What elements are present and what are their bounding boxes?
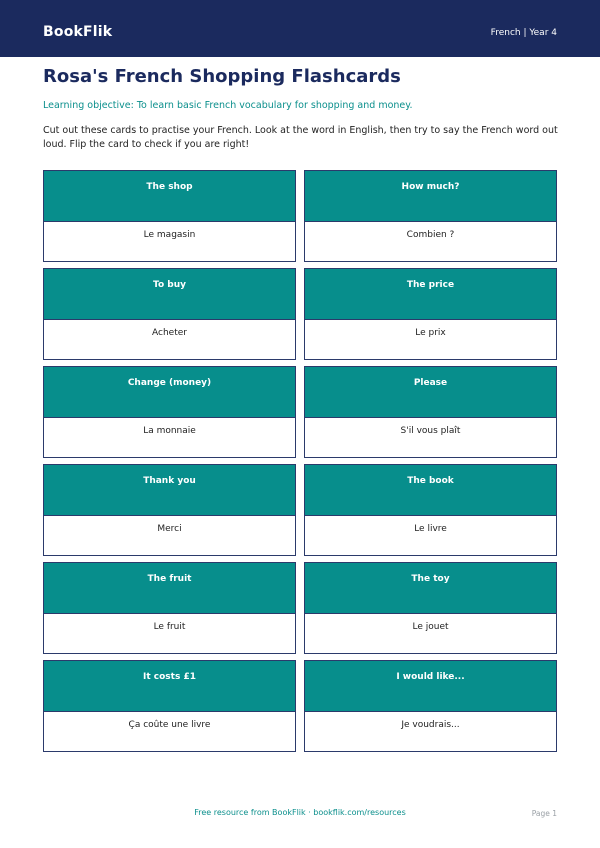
- flashcard-english: The book: [305, 465, 556, 515]
- flashcard-french: S'il vous plaît: [305, 417, 556, 457]
- learning-objective: Learning objective: To learn basic French vocabulary for shopping and money.: [43, 100, 413, 111]
- flashcard-english: The shop: [44, 171, 295, 221]
- flashcard: [304, 170, 557, 262]
- flashcard-french: Le prix: [305, 319, 556, 359]
- flashcard: [304, 562, 557, 654]
- subject-year-label: French | Year 4: [490, 28, 557, 38]
- flashcard: [304, 366, 557, 458]
- flashcard: [304, 660, 557, 752]
- page-number: Page 1: [531, 809, 557, 818]
- flashcard: [43, 660, 296, 752]
- footer-link[interactable]: Free resource from BookFlik · bookflik.com/resources: [194, 808, 406, 817]
- flashcard-french: Le jouet: [305, 613, 556, 653]
- flashcard-french: Combien ?: [305, 221, 556, 261]
- flashcard-french: Le magasin: [44, 221, 295, 261]
- flashcard: [304, 268, 557, 360]
- flashcard: [43, 366, 296, 458]
- flashcard: [43, 562, 296, 654]
- flashcard: [43, 268, 296, 360]
- flashcard-english: I would like...: [305, 661, 556, 711]
- brand-logo[interactable]: BookFlik: [43, 24, 113, 40]
- flashcard-french: Merci: [44, 515, 295, 555]
- flashcard-french: La monnaie: [44, 417, 295, 457]
- instructions-text: Cut out these cards to practise your French. Look at the word in English, then try to say the French word out loud. Flip the card to check if you are right!: [43, 125, 558, 150]
- flashcard-english: To buy: [44, 269, 295, 319]
- flashcard-french: Ça coûte une livre: [44, 711, 295, 751]
- flashcard-english: Change (money): [44, 367, 295, 417]
- flashcard-french: Acheter: [44, 319, 295, 359]
- flashcard: [43, 170, 296, 262]
- flashcard-english: How much?: [305, 171, 556, 221]
- flashcard-english: Please: [305, 367, 556, 417]
- flashcard-english: Thank you: [44, 465, 295, 515]
- flashcard-english: The fruit: [44, 563, 295, 613]
- flashcard-english: The toy: [305, 563, 556, 613]
- flashcard-english: It costs £1: [44, 661, 295, 711]
- flashcard-grid: [43, 170, 557, 752]
- flashcard-french: Le livre: [305, 515, 556, 555]
- flashcard-english: The price: [305, 269, 556, 319]
- flashcard: [43, 464, 296, 556]
- header-bar: [0, 0, 600, 57]
- flashcard-french: Le fruit: [44, 613, 295, 653]
- page-title: Rosa's French Shopping Flashcards: [43, 66, 401, 87]
- flashcard-french: Je voudrais...: [305, 711, 556, 751]
- flashcard: [304, 464, 557, 556]
